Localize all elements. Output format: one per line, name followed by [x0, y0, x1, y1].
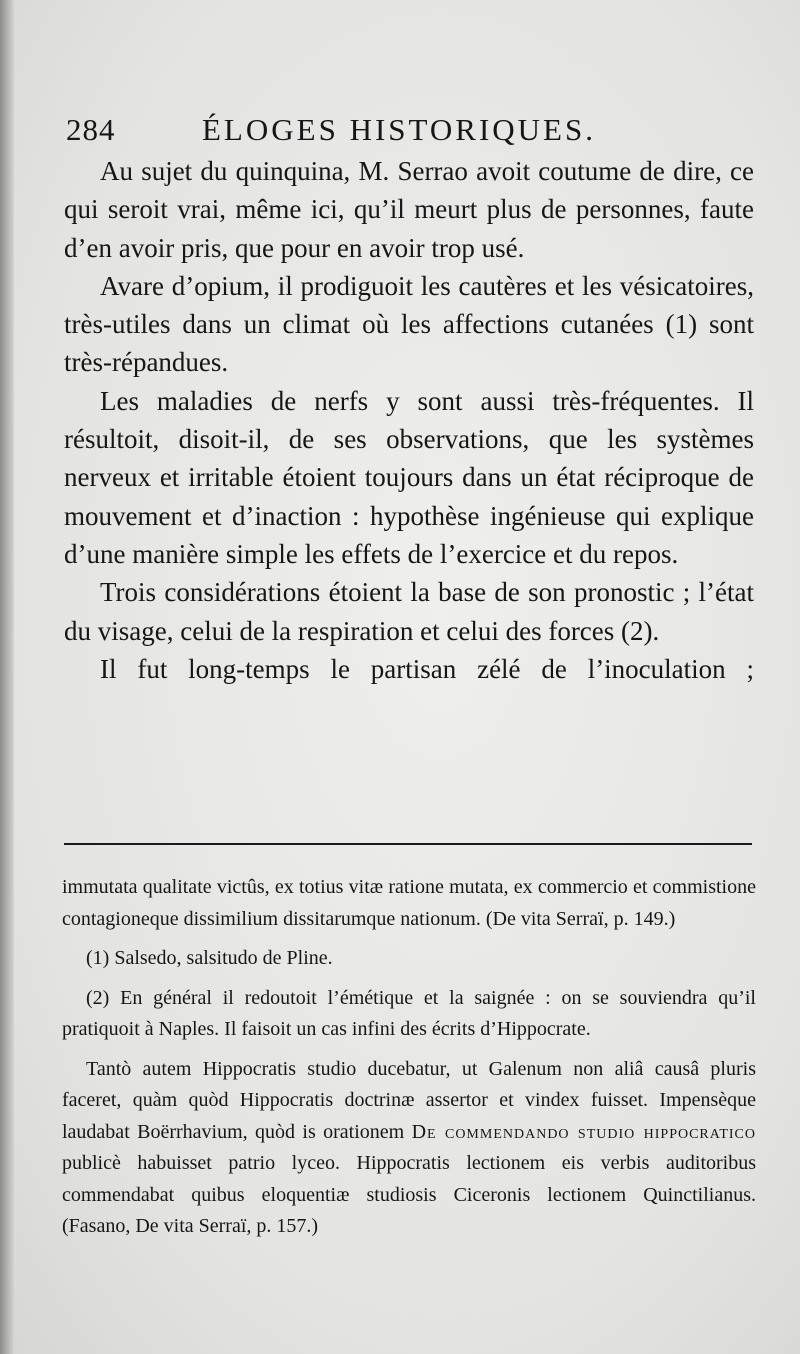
- footnote-rule: [64, 843, 752, 845]
- oration-title-smallcaps: De commendando studio hippocratico: [411, 1120, 756, 1143]
- paragraph-inoculation: Il fut long-temps le partisan zélé de l’inoculation ;: [100, 653, 754, 684]
- body-text: [64, 152, 754, 688]
- page-gutter-shadow: [0, 0, 14, 1354]
- running-head: [66, 112, 756, 152]
- paragraph-pronostic: Trois considérations étoient la base de son pronostic ; l’état du visage, celui de la respiration et celui des forces (2).: [64, 577, 754, 646]
- footnotes: [62, 872, 756, 1243]
- footnote-2-quotation: Tantò autem Hippocratis studio ducebatur, ut Galenum non aliâ causâ pluris faceret, quàm quòd Hippocratis doctrinæ assertor et vindex fuisset. Impensèque laudabat Boërrhavium, quòd is orationem De commendando studio hippocratico publicè habuisset patrio lyceo. Hippocratis lectionem eis verbis auditoribus commendabat quibus eloquentiæ studiosis Ciceronis lectionem Quinctilianus. (Fasano, De vita Serraï, p. 157.): [62, 1057, 756, 1237]
- paragraph-quinquina: Au sujet du quinquina, M. Serrao avoit coutume de dire, ce qui seroit vrai, même ici, qu’il meurt plus de personnes, faute d’en avoir pris, que pour en avoir trop usé.: [64, 156, 754, 263]
- footnote-2: (2) En général il redoutoit l’émétique et la saignée : on se souviendra qu’il pratiquoit à Naples. Il faisoit un cas infini des écrits d’Hippocrate.: [62, 986, 756, 1040]
- footnote-1: (1) Salsedo, salsitudo de Pline.: [86, 947, 333, 969]
- page-number: 284: [66, 112, 116, 147]
- paragraph-opium: Avare d’opium, il prodiguoit les cautères et les vésicatoires, très-utiles dans un climat où les affections cutanées (1) sont très-répandues.: [64, 270, 754, 378]
- header-title: ÉLOGES HISTORIQUES.: [202, 112, 596, 147]
- paragraph-nerfs: Les maladies de nerfs y sont aussi très-fréquentes. Il résultoit, disoit-il, de ses observations, que les systèmes nerveux et irritable étoient toujours dans un état réciproque de mouvement et d’inaction : hypothèse ingénieuse qui explique d’une manière simple les effets de l’exercice et du repos.: [64, 385, 754, 569]
- footnote-continuation: immutata qualitate victûs, ex totius vitæ ratione mutata, ex commercio et commistione contagioneque dissimilium dissitarumque nationum. (De vita Serraï, p. 149.): [62, 876, 756, 930]
